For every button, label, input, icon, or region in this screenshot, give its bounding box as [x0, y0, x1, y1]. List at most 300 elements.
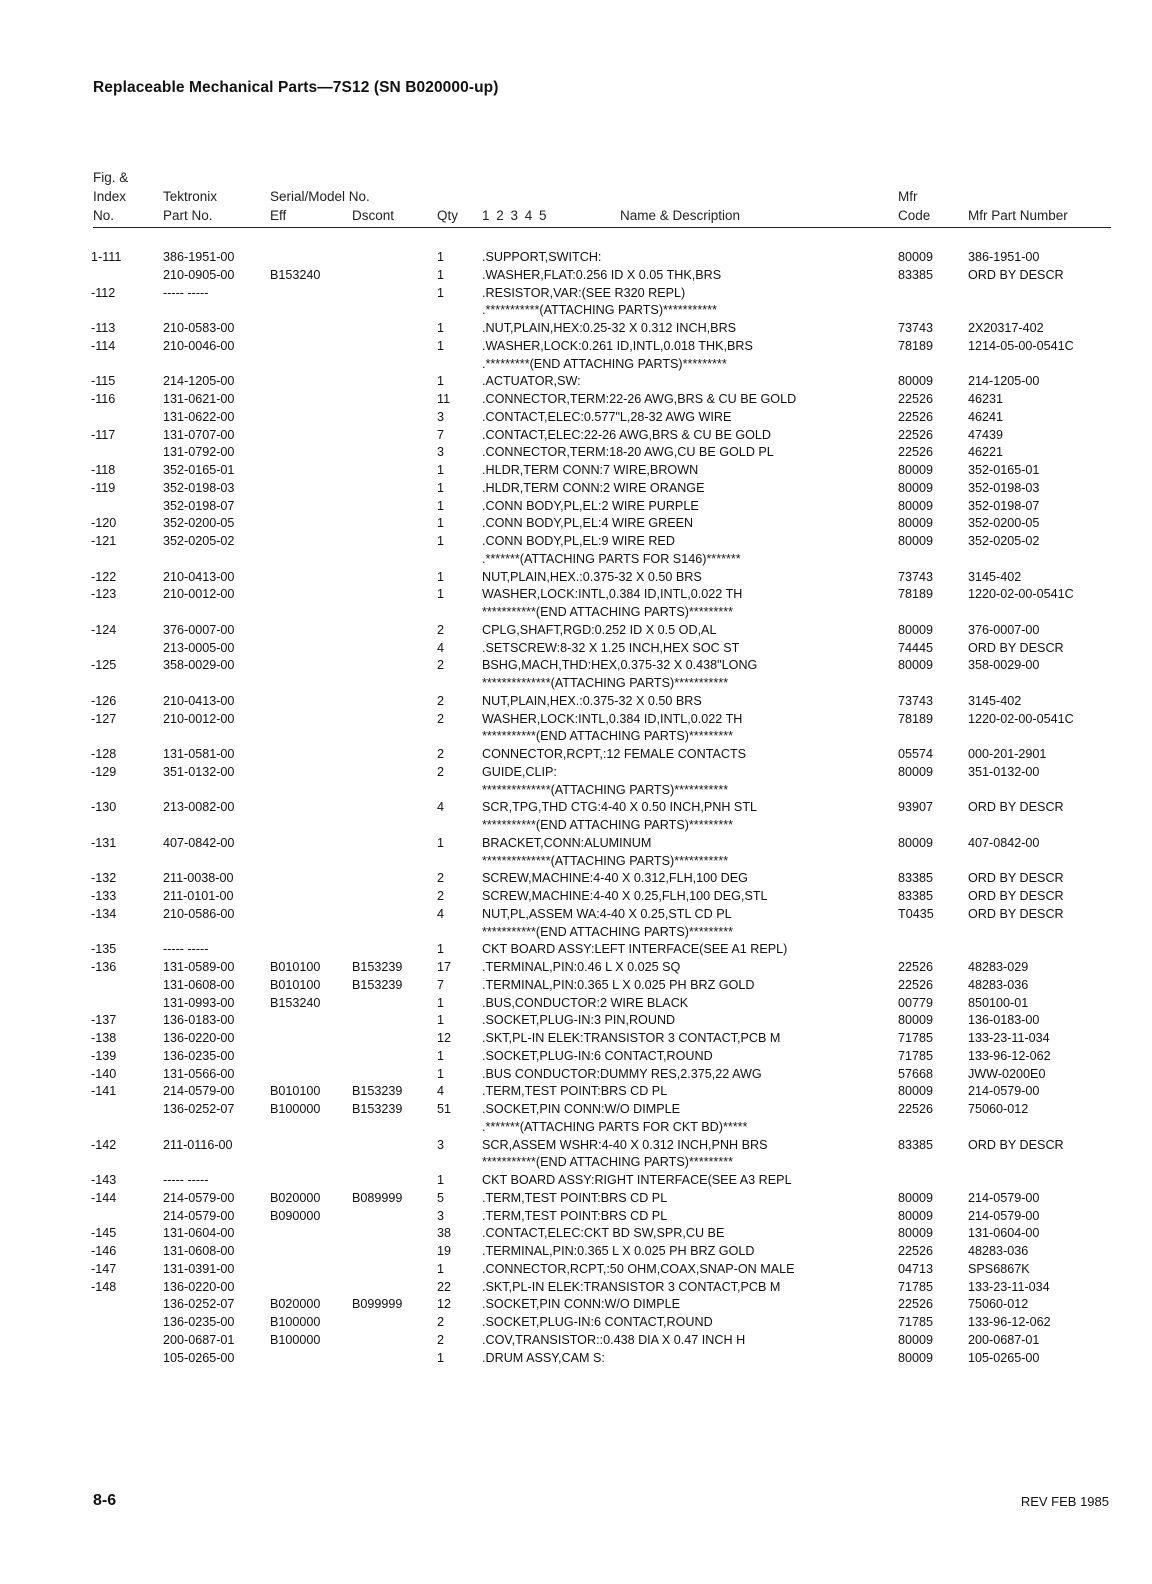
cell-part-no: 131-0604-00 [163, 1226, 235, 1241]
cell-mfr-part-number: 214-0579-00 [968, 1208, 1040, 1223]
cell-eff: B020000 [270, 1190, 321, 1205]
table-row [0, 907, 1152, 925]
cell-mfr-code: 22526 [898, 960, 934, 974]
table-row [0, 765, 1152, 783]
header-serial: Serial/Model No. [270, 189, 370, 204]
cell-mfr-part-number: 1220-02-00-0541C [968, 587, 1074, 602]
cell-qty: 4 [437, 640, 445, 655]
cell-qty: 1 [437, 942, 445, 957]
table-row [0, 854, 1152, 872]
cell-index: -138 [91, 1031, 117, 1045]
table-row [0, 658, 1152, 676]
cell-qty: 5 [437, 1190, 445, 1205]
cell-index: -132 [91, 871, 117, 886]
table-row [0, 250, 1152, 268]
table-row [0, 818, 1152, 836]
cell-mfr-code: 80009 [898, 1208, 934, 1223]
cell-eff: B153240 [270, 995, 321, 1010]
cell-mfr-code: 71785 [898, 1315, 934, 1329]
cell-mfr-code: 71785 [898, 1279, 934, 1294]
cell-mfr-part-number: 1220-02-00-0541C [968, 711, 1074, 726]
cell-part-no: 210-0413-00 [163, 693, 235, 708]
cell-part-no: 136-0252-07 [163, 1102, 235, 1116]
cell-part-no: 210-0583-00 [163, 321, 235, 335]
table-row [0, 623, 1152, 641]
cell-mfr-code: 80009 [898, 1084, 934, 1099]
cell-qty: 1 [437, 995, 445, 1010]
header-tektronix: Tektronix [163, 189, 218, 204]
cell-mfr-code: 73743 [898, 569, 934, 584]
cell-part-no: 210-0046-00 [163, 338, 235, 353]
cell-index: -139 [91, 1048, 117, 1063]
cell-description: .NUT,PLAIN,HEX:0.25-32 X 0.312 INCH,BRS [482, 321, 737, 335]
header-indent: 1 2 3 4 5 [482, 208, 547, 223]
cell-mfr-part-number: 2X20317-402 [968, 321, 1044, 335]
cell-mfr-part-number: ORD BY DESCR [968, 267, 1064, 282]
cell-qty: 1 [437, 1173, 445, 1187]
cell-description: **************(ATTACHING PARTS)*********** [482, 782, 729, 797]
cell-part-no: 131-0622-00 [163, 409, 235, 424]
cell-mfr-code: 71785 [898, 1031, 934, 1045]
cell-mfr-code: 04713 [898, 1261, 934, 1276]
cell-index: -140 [91, 1066, 117, 1081]
cell-part-no: 214-0579-00 [163, 1208, 235, 1223]
cell-qty: 1 [437, 285, 445, 300]
table-row [0, 1244, 1152, 1262]
cell-index: -148 [91, 1279, 117, 1294]
table-row [0, 942, 1152, 960]
cell-mfr-part-number: 46231 [968, 392, 1004, 406]
cell-mfr-part-number: 48283-029 [968, 960, 1029, 974]
header-part-no: Part No. [163, 208, 213, 223]
cell-description: .*******(ATTACHING PARTS FOR CKT BD)***** [482, 1119, 748, 1134]
cell-qty: 4 [437, 800, 445, 815]
cell-index: -126 [91, 693, 117, 708]
cell-mfr-part-number: ORD BY DESCR [968, 889, 1064, 903]
cell-mfr-part-number: 352-0205-02 [968, 534, 1040, 548]
cell-qty: 12 [437, 1031, 452, 1045]
table-row [0, 694, 1152, 712]
header-no: No. [93, 208, 115, 223]
cell-index: -135 [91, 942, 117, 957]
cell-mfr-part-number: 352-0200-05 [968, 516, 1040, 531]
cell-description: ***********(END ATTACHING PARTS)********* [482, 605, 734, 619]
cell-mfr-part-number: 133-96-12-062 [968, 1315, 1051, 1329]
cell-qty: 2 [437, 889, 445, 903]
cell-mfr-part-number: ORD BY DESCR [968, 906, 1064, 921]
cell-qty: 1 [437, 498, 445, 513]
cell-description: .SOCKET,PLUG-IN:3 PIN,ROUND [482, 1013, 676, 1028]
table-row [0, 605, 1152, 623]
cell-part-no: 211-0101-00 [163, 889, 234, 903]
table-row [0, 836, 1152, 854]
cell-mfr-part-number: 358-0029-00 [968, 658, 1040, 673]
cell-mfr-part-number: ORD BY DESCR [968, 871, 1064, 886]
cell-index: -114 [91, 338, 116, 353]
cell-mfr-part-number: 3145-402 [968, 569, 1022, 584]
cell-qty: 51 [437, 1102, 452, 1116]
cell-part-no: 131-0581-00 [163, 747, 235, 761]
cell-qty: 1 [437, 1066, 445, 1081]
cell-index: -125 [91, 658, 117, 673]
cell-description: .CONN BODY,PL,EL:9 WIRE RED [482, 534, 675, 548]
cell-part-no: 352-0200-05 [163, 516, 235, 531]
cell-part-no: 407-0842-00 [163, 835, 235, 850]
cell-mfr-part-number: 105-0265-00 [968, 1350, 1040, 1365]
cell-index: -142 [91, 1137, 117, 1152]
table-row [0, 499, 1152, 517]
cell-mfr-code: 05574 [898, 747, 934, 761]
cell-description: .*******(ATTACHING PARTS FOR S146)******* [482, 551, 741, 566]
table-row [0, 889, 1152, 907]
page-title: Replaceable Mechanical Parts—7S12 (SN B020000-up) [93, 79, 499, 96]
cell-qty: 3 [437, 445, 445, 460]
cell-description: .CONNECTOR,TERM:18-20 AWG,CU BE GOLD PL [482, 445, 774, 460]
cell-description: .CONNECTOR,TERM:22-26 AWG,BRS & CU BE GOLD [482, 392, 797, 406]
cell-eff: B153240 [270, 267, 321, 282]
cell-mfr-code: 74445 [898, 640, 934, 655]
cell-part-no: 136-0235-00 [163, 1315, 235, 1329]
cell-part-no: 352-0198-03 [163, 480, 235, 495]
cell-description: ***********(END ATTACHING PARTS)********* [482, 818, 734, 832]
table-row [0, 534, 1152, 552]
cell-eff: B100000 [270, 1332, 321, 1347]
cell-index: -113 [91, 321, 116, 335]
cell-part-no: 386-1951-00 [163, 250, 235, 264]
cell-index: -145 [91, 1226, 117, 1241]
cell-mfr-code: 80009 [898, 250, 934, 264]
cell-mfr-part-number: 131-0604-00 [968, 1226, 1040, 1241]
header-mfr-part: Mfr Part Number [968, 208, 1068, 223]
cell-mfr-part-number: 46221 [968, 445, 1004, 460]
cell-qty: 1 [437, 569, 445, 584]
cell-description: ***********(END ATTACHING PARTS)********* [482, 1155, 734, 1170]
cell-part-no: 358-0029-00 [163, 658, 235, 673]
table-row [0, 516, 1152, 534]
cell-index: -143 [91, 1173, 117, 1187]
cell-mfr-code: 22526 [898, 1297, 934, 1312]
cell-mfr-code: 80009 [898, 463, 934, 477]
cell-part-no: 131-0589-00 [163, 960, 235, 974]
cell-mfr-code: 83385 [898, 267, 934, 282]
cell-mfr-part-number: 352-0165-01 [968, 463, 1040, 477]
cell-part-no: 131-0707-00 [163, 427, 235, 442]
cell-description: .BUS,CONDUCTOR:2 WIRE BLACK [482, 995, 689, 1010]
table-row [0, 712, 1152, 730]
header-fig: Fig. & [93, 170, 129, 185]
cell-part-no: 131-0391-00 [163, 1261, 235, 1276]
cell-description: .SKT,PL-IN ELEK:TRANSISTOR 3 CONTACT,PCB M [482, 1279, 781, 1294]
cell-description: BRACKET,CONN:ALUMINUM [482, 835, 652, 850]
table-row [0, 1120, 1152, 1138]
cell-dscont: B153239 [352, 1102, 403, 1116]
cell-qty: 1 [437, 463, 445, 477]
cell-mfr-part-number: 48283-036 [968, 977, 1029, 992]
cell-description: .SOCKET,PLUG-IN:6 CONTACT,ROUND [482, 1315, 713, 1329]
table-row [0, 978, 1152, 996]
cell-mfr-code: 73743 [898, 321, 934, 335]
cell-part-no: 210-0905-00 [163, 267, 235, 282]
cell-qty: 2 [437, 764, 445, 779]
cell-index: -124 [91, 622, 117, 637]
cell-mfr-code: T0435 [898, 906, 934, 921]
cell-mfr-code: 80009 [898, 374, 934, 389]
cell-mfr-part-number: 214-0579-00 [968, 1190, 1040, 1205]
table-row [0, 1351, 1152, 1369]
cell-qty: 12 [437, 1297, 452, 1312]
cell-description: .CONTACT,ELEC:CKT BD SW,SPR,CU BE [482, 1226, 725, 1241]
cell-index: -118 [91, 463, 116, 477]
cell-part-no: 352-0205-02 [163, 534, 235, 548]
cell-index: -134 [91, 906, 117, 921]
cell-index: -122 [91, 569, 117, 584]
cell-qty: 19 [437, 1244, 452, 1258]
cell-qty: 1 [437, 587, 445, 602]
cell-mfr-part-number: 46241 [968, 409, 1004, 424]
cell-description: SCR,ASSEM WSHR:4-40 X 0.312 INCH,PNH BRS [482, 1137, 768, 1152]
cell-qty: 3 [437, 1137, 445, 1152]
cell-mfr-part-number: ORD BY DESCR [968, 640, 1064, 655]
cell-eff: B100000 [270, 1315, 321, 1329]
cell-mfr-code: 73743 [898, 693, 934, 708]
revision-date: REV FEB 1985 [1020, 1494, 1109, 1509]
cell-mfr-code: 80009 [898, 516, 934, 531]
header-qty: Qty [437, 208, 459, 223]
cell-index: -137 [91, 1013, 117, 1028]
cell-eff: B010100 [270, 977, 321, 992]
cell-mfr-code: 22526 [898, 392, 934, 406]
cell-description: .SOCKET,PLUG-IN:6 CONTACT,ROUND [482, 1048, 713, 1063]
cell-mfr-code: 78189 [898, 711, 934, 726]
table-row [0, 321, 1152, 339]
cell-index: -115 [91, 374, 116, 389]
cell-mfr-code: 22526 [898, 427, 934, 442]
cell-mfr-part-number: SPS6867K [968, 1261, 1030, 1276]
table-row [0, 463, 1152, 481]
cell-qty: 1 [437, 1013, 445, 1028]
cell-part-no: 136-0220-00 [163, 1279, 235, 1294]
cell-mfr-code: 22526 [898, 409, 934, 424]
table-row [0, 1067, 1152, 1085]
cell-index: -130 [91, 800, 117, 815]
cell-part-no: 214-1205-00 [163, 374, 235, 389]
cell-mfr-code: 80009 [898, 622, 934, 637]
cell-index: -120 [91, 516, 117, 531]
cell-mfr-code: 80009 [898, 480, 934, 495]
cell-mfr-code: 80009 [898, 498, 934, 513]
cell-eff: B010100 [270, 1084, 321, 1099]
table-row [0, 676, 1152, 694]
cell-index: -123 [91, 587, 117, 602]
cell-part-no: 200-0687-01 [163, 1332, 235, 1347]
table-row [0, 339, 1152, 357]
cell-mfr-code: 78189 [898, 338, 934, 353]
cell-mfr-part-number: ORD BY DESCR [968, 1137, 1064, 1152]
cell-index: -116 [91, 392, 116, 406]
cell-qty: 1 [437, 1350, 445, 1365]
cell-description: .HLDR,TERM CONN:7 WIRE,BROWN [482, 463, 699, 477]
cell-mfr-part-number: 386-1951-00 [968, 250, 1040, 264]
cell-index: -112 [91, 285, 116, 300]
cell-qty: 2 [437, 871, 445, 886]
cell-description: .CONN BODY,PL,EL:2 WIRE PURPLE [482, 498, 699, 513]
cell-part-no: 211-0116-00 [163, 1137, 233, 1152]
cell-description: .SETSCREW:8-32 X 1.25 INCH,HEX SOC ST [482, 640, 740, 655]
table-row [0, 286, 1152, 304]
table-row [0, 996, 1152, 1014]
cell-part-no: 210-0012-00 [163, 711, 235, 726]
cell-eff: B100000 [270, 1102, 321, 1116]
cell-description: .CONTACT,ELEC:0.577"L,28-32 AWG WIRE [482, 409, 732, 424]
cell-index: -127 [91, 711, 117, 726]
cell-qty: 2 [437, 1332, 445, 1347]
cell-part-no: ----- ----- [163, 942, 209, 957]
cell-part-no: 131-0566-00 [163, 1066, 235, 1081]
cell-part-no: 213-0005-00 [163, 640, 235, 655]
cell-description: **************(ATTACHING PARTS)*********** [482, 853, 729, 868]
cell-mfr-code: 80009 [898, 658, 934, 673]
cell-index: -129 [91, 764, 117, 779]
cell-part-no: 136-0235-00 [163, 1048, 235, 1063]
cell-qty: 1 [437, 374, 445, 389]
cell-qty: 38 [437, 1226, 452, 1241]
cell-mfr-part-number: 000-201-2901 [968, 747, 1047, 761]
cell-description: .WASHER,FLAT:0.256 ID X 0.05 THK,BRS [482, 267, 722, 282]
cell-part-no: 352-0165-01 [163, 463, 235, 477]
cell-index: -141 [91, 1084, 117, 1099]
table-row [0, 410, 1152, 428]
table-row [0, 428, 1152, 446]
cell-qty: 2 [437, 747, 445, 761]
cell-part-no: 131-0608-00 [163, 977, 235, 992]
table-row [0, 871, 1152, 889]
cell-mfr-part-number: JWW-0200E0 [968, 1066, 1046, 1081]
table-row [0, 1226, 1152, 1244]
table-row [0, 374, 1152, 392]
table-row [0, 1209, 1152, 1227]
table-row [0, 392, 1152, 410]
cell-description: CPLG,SHAFT,RGD:0.252 ID X 0.5 OD,AL [482, 622, 717, 637]
cell-dscont: B153239 [352, 1084, 403, 1099]
cell-qty: 4 [437, 1084, 445, 1099]
cell-index: -128 [91, 747, 117, 761]
cell-mfr-part-number: 850100-01 [968, 995, 1029, 1010]
cell-qty: 2 [437, 693, 445, 708]
cell-part-no: 210-0012-00 [163, 587, 235, 602]
cell-index: 1-111 [91, 250, 122, 264]
cell-eff: B020000 [270, 1297, 321, 1312]
cell-description: .TERM,TEST POINT:BRS CD PL [482, 1208, 668, 1223]
cell-qty: 11 [437, 392, 451, 406]
cell-qty: 1 [437, 338, 445, 353]
table-row [0, 1155, 1152, 1173]
cell-description: .TERMINAL,PIN:0.46 L X 0.025 SQ [482, 960, 681, 974]
table-row [0, 1191, 1152, 1209]
cell-part-no: 131-0621-00 [163, 392, 235, 406]
cell-index: -144 [91, 1190, 117, 1205]
cell-dscont: B099999 [352, 1297, 403, 1312]
cell-part-no: 376-0007-00 [163, 622, 235, 637]
cell-description: .SOCKET,PIN CONN:W/O DIMPLE [482, 1297, 681, 1312]
cell-description: NUT,PLAIN,HEX.:0.375-32 X 0.50 BRS [482, 693, 702, 708]
cell-mfr-part-number: ORD BY DESCR [968, 800, 1064, 815]
cell-mfr-code: 80009 [898, 835, 934, 850]
cell-qty: 2 [437, 622, 445, 637]
cell-qty: 1 [437, 835, 445, 850]
cell-index: -121 [91, 534, 117, 548]
cell-part-no: 131-0993-00 [163, 995, 235, 1010]
header-name: Name & Description [620, 208, 741, 223]
cell-description: .COV,TRANSISTOR::0.438 DIA X 0.47 INCH H [482, 1332, 746, 1347]
cell-description: .SUPPORT,SWITCH: [482, 250, 602, 264]
cell-mfr-code: 80009 [898, 1332, 934, 1347]
cell-qty: 3 [437, 1208, 445, 1223]
parts-table [0, 250, 1152, 1368]
cell-mfr-part-number: 133-23-11-034 [968, 1031, 1050, 1045]
cell-description: .SKT,PL-IN ELEK:TRANSISTOR 3 CONTACT,PCB M [482, 1031, 781, 1045]
cell-mfr-part-number: 75060-012 [968, 1297, 1029, 1312]
cell-index: -136 [91, 960, 117, 974]
cell-description: .TERM,TEST POINT:BRS CD PL [482, 1190, 668, 1205]
cell-mfr-part-number: 3145-402 [968, 693, 1022, 708]
cell-qty: 7 [437, 977, 445, 992]
table-row [0, 960, 1152, 978]
cell-part-no: 105-0265-00 [163, 1350, 235, 1365]
cell-description: .TERMINAL,PIN:0.365 L X 0.025 PH BRZ GOLD [482, 1244, 755, 1258]
cell-mfr-code: 93907 [898, 800, 934, 815]
cell-description: CKT BOARD ASSY:LEFT INTERFACE(SEE A1 REPL) [482, 942, 788, 957]
cell-qty: 22 [437, 1279, 452, 1294]
table-row [0, 800, 1152, 818]
cell-description: WASHER,LOCK:INTL,0.384 ID,INTL,0.022 TH [482, 711, 743, 726]
cell-part-no: 211-0038-00 [163, 871, 234, 886]
cell-index: -117 [91, 427, 116, 442]
cell-mfr-code: 78189 [898, 587, 934, 602]
cell-part-no: 214-0579-00 [163, 1084, 235, 1099]
table-row [0, 570, 1152, 588]
cell-part-no: 136-0220-00 [163, 1031, 235, 1045]
cell-mfr-code: 80009 [898, 764, 934, 779]
cell-mfr-code: 22526 [898, 977, 934, 992]
cell-description: ***********(END ATTACHING PARTS)********* [482, 729, 734, 744]
table-row [0, 1280, 1152, 1298]
cell-part-no: 352-0198-07 [163, 498, 235, 513]
table-row [0, 268, 1152, 286]
cell-description: .WASHER,LOCK:0.261 ID,INTL,0.018 THK,BRS [482, 338, 753, 353]
header-rule [93, 227, 1111, 228]
cell-eff: B010100 [270, 960, 321, 974]
table-row [0, 1138, 1152, 1156]
header-code: Code [898, 208, 931, 223]
cell-mfr-part-number: 133-96-12-062 [968, 1048, 1051, 1063]
cell-mfr-code: 80009 [898, 1190, 934, 1205]
cell-index: -147 [91, 1261, 117, 1276]
cell-qty: 1 [437, 480, 445, 495]
header-mfr: Mfr [898, 189, 918, 204]
cell-part-no: 136-0252-07 [163, 1297, 235, 1312]
table-row [0, 1173, 1152, 1191]
table-row [0, 445, 1152, 463]
cell-mfr-part-number: 214-0579-00 [968, 1084, 1040, 1099]
header-eff: Eff [270, 208, 287, 223]
cell-qty: 3 [437, 409, 445, 424]
table-row [0, 783, 1152, 801]
cell-mfr-code: 00779 [898, 995, 934, 1010]
cell-qty: 4 [437, 906, 445, 921]
table-row [0, 1297, 1152, 1315]
cell-qty: 17 [437, 960, 452, 974]
cell-description: .CONNECTOR,RCPT,:50 OHM,COAX,SNAP-ON MALE [482, 1261, 795, 1276]
